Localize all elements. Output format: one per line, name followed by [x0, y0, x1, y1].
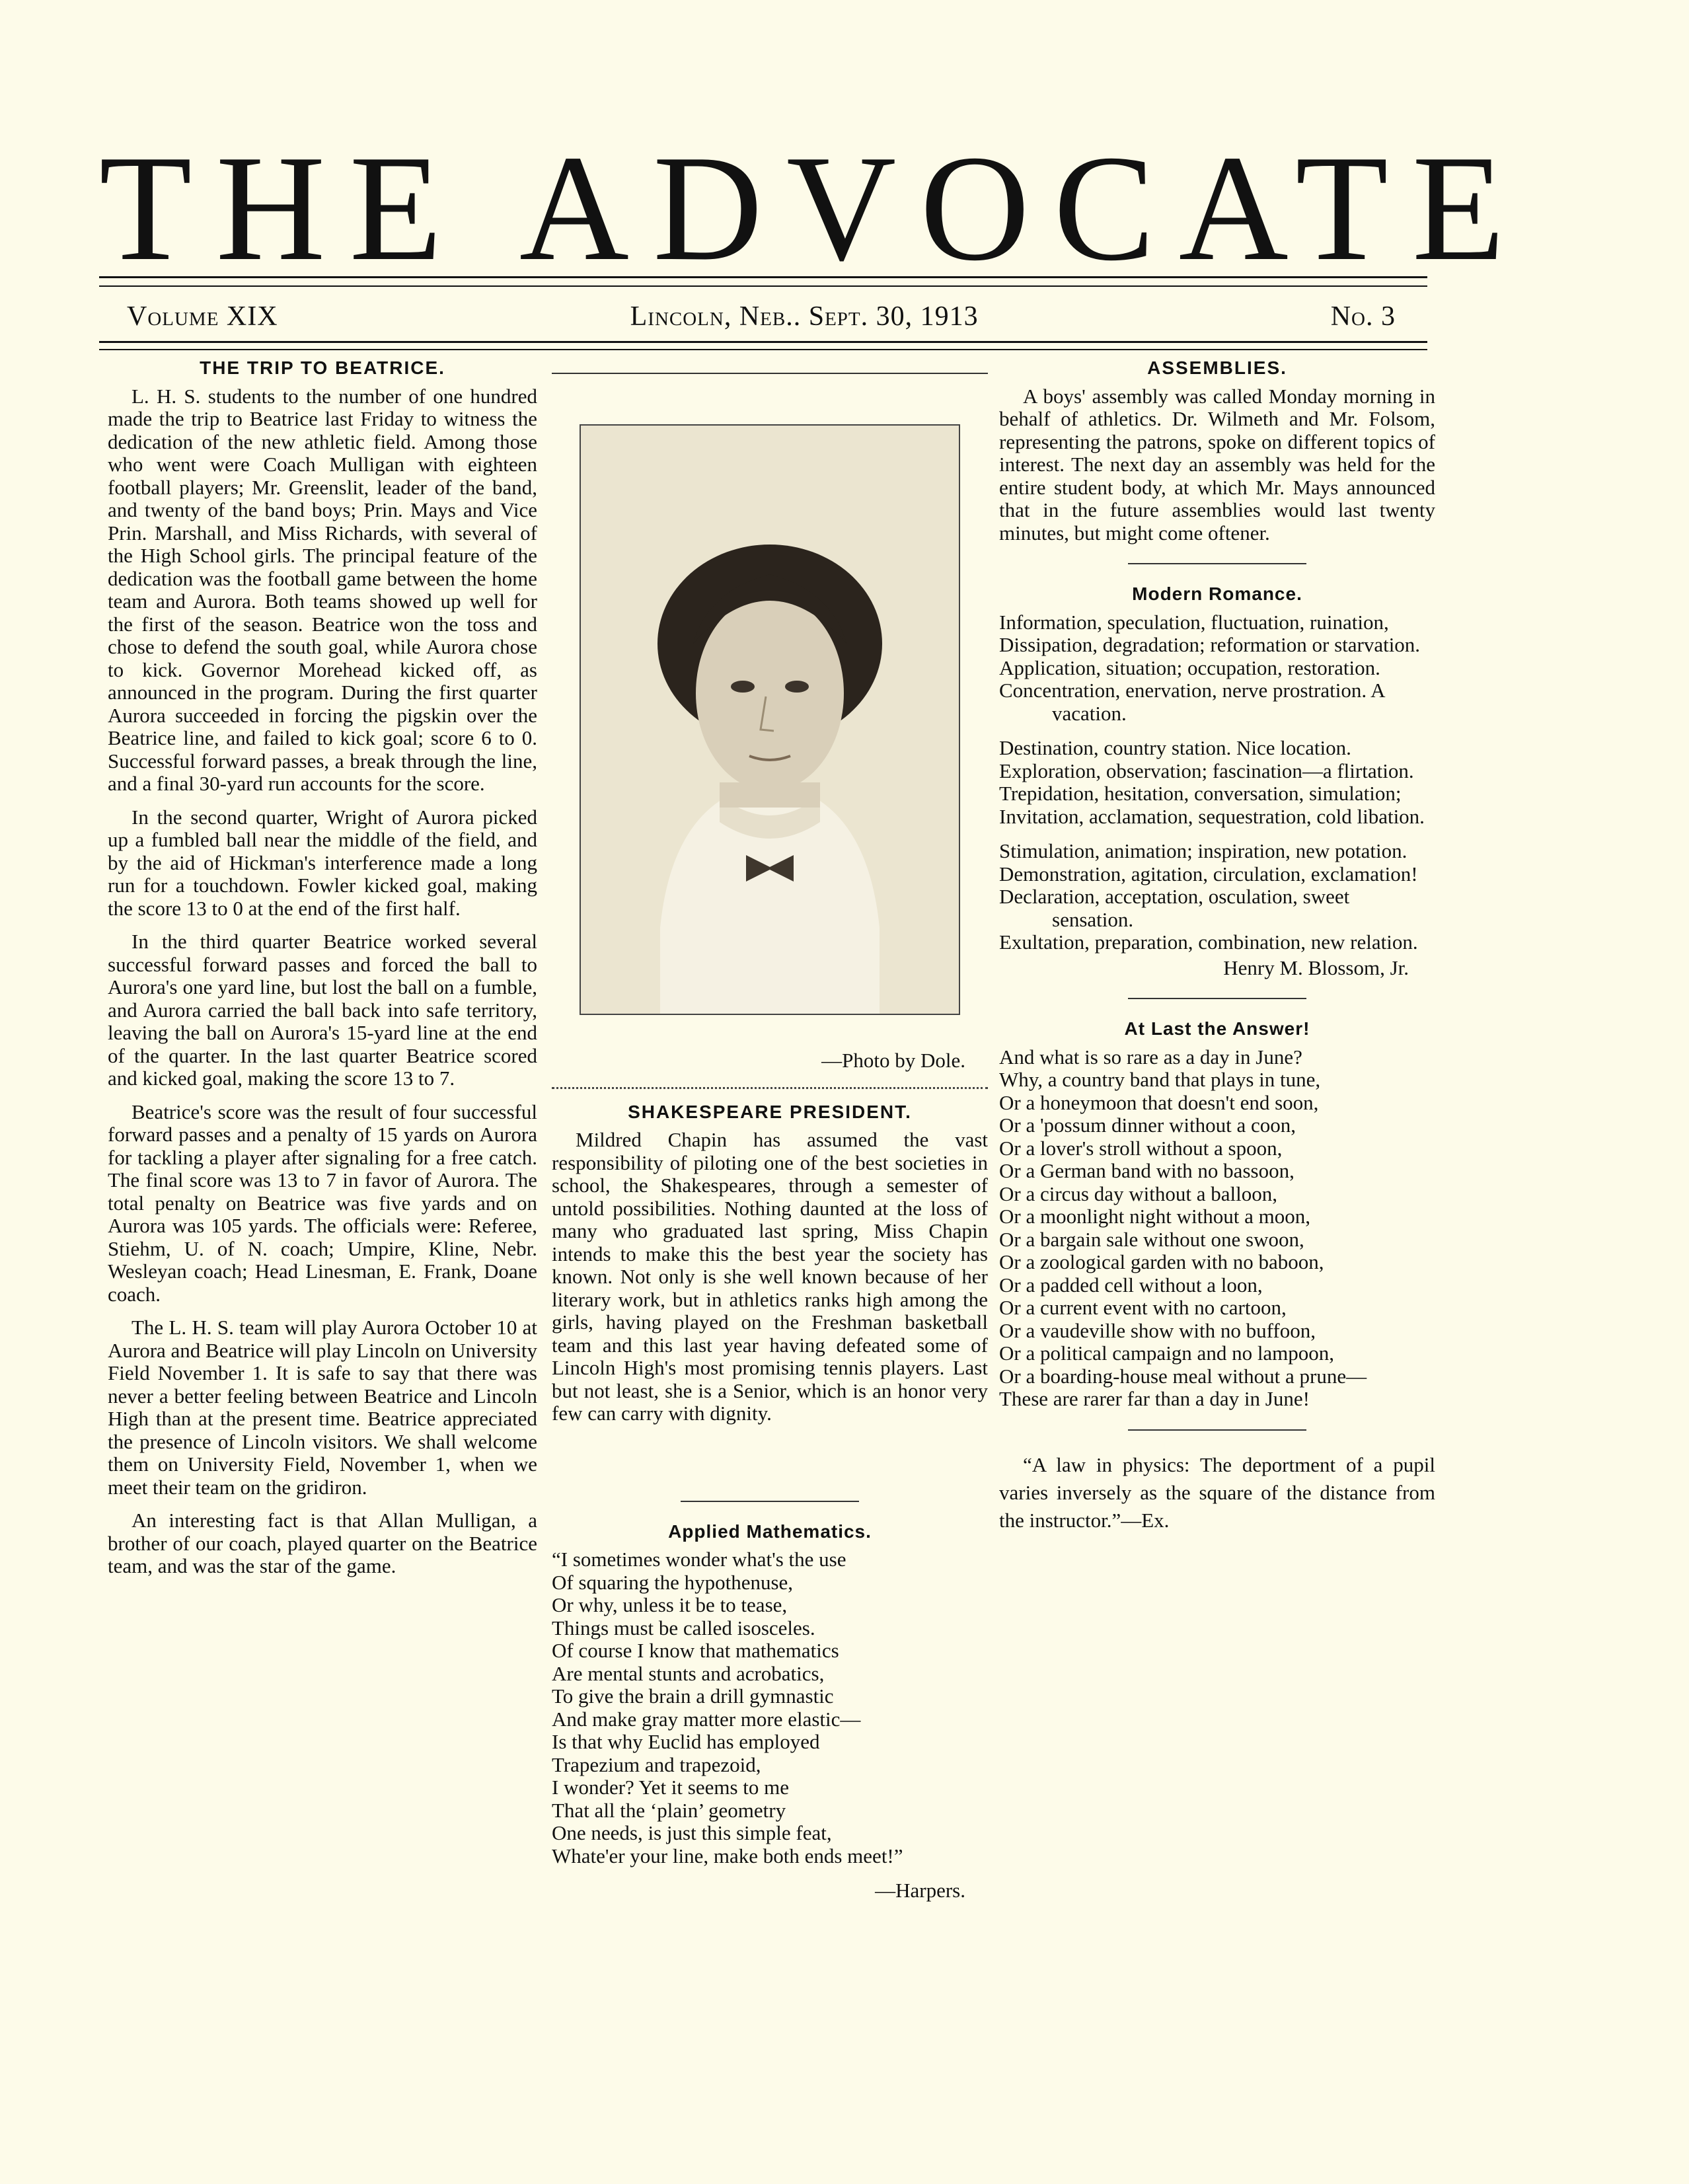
poem-line: Dissipation, degradation; reformation or starvation. — [999, 633, 1421, 656]
dateline — [127, 301, 1396, 332]
article-heading-shakespeare: SHAKESPEARE PRESIDENT. — [628, 1101, 912, 1122]
poem-line: Why, a country band that plays in tune, — [999, 1068, 1321, 1091]
poem-line: Of squaring the hypothenuse, — [552, 1570, 794, 1594]
article-paragraph: Beatrice's score was the result of four successful forward passes and a penalty of 15 yards on Aurora for tackling a player after signaling for a free catch. The final score was 13 to 7 in favor of Aurora. The total penalty on Beatrice was five yards and on Aurora was 105 yards. The officials were: Referee, Stiehm, U. of N. coach; Umpire, Kline, Nebr. Wesleyan coach; Head Linesman, E. Frank, Doane coach. — [108, 1100, 543, 1306]
column-left — [108, 357, 543, 1589]
poem-heading-at-last-the-answer: At Last the Answer! — [1124, 1018, 1310, 1039]
poem-line: Things must be called isosceles. — [552, 1616, 815, 1639]
article-paragraph: In the third quarter Beatrice worked several successful forward passes and forced the ball to Aurora's one yard line, but lost the ball on a fumble, and Aurora carried the ball back into safe territory, leaving the ball on Aurora's 15-yard line at the end of the quarter. In the last quarter Beatrice scored and kicked goal, making the score 13 to 7. — [108, 930, 543, 1090]
volume-label: Volume XIX — [127, 301, 278, 332]
article-paragraph: In the second quarter, Wright of Aurora picked up a fumbled ball near the middle of the field, and by the aid of Hickman's interference made a long run for a touchdown. Fowler kicked goal, making the score 13 to 0 at the end of the first half. — [108, 805, 543, 920]
poem-line: Or a honeymoon that doesn't end soon, — [999, 1090, 1319, 1114]
poem-line: Or a moonlight night without a moon, — [999, 1205, 1310, 1228]
article-heading-trip: THE TRIP TO BEATRICE. — [200, 358, 445, 378]
column-middle — [552, 357, 993, 1912]
poem-line: To give the brain a drill gymnastic — [552, 1684, 834, 1708]
poem-line: Exploration, observation; fascination—a flirtation. — [999, 759, 1414, 782]
poem-line: Or a bargain sale without one swoon, — [999, 1227, 1304, 1251]
spacer — [552, 1436, 988, 1482]
poem-line: Or a 'possum dinner without a coon, — [999, 1113, 1296, 1137]
poem-line: These are rarer far than a day in June! — [999, 1387, 1310, 1410]
poem-line: Information, speculation, fluctuation, ruination, — [999, 610, 1389, 634]
issue-number: No. 3 — [1330, 301, 1396, 332]
section-separator — [1128, 998, 1306, 999]
article-shakespeare-president: Mildred Chapin has assumed the vast responsibility of piloting one of the best societies in school, the Shakespeares, through a semester of untold possibilities. Nothing daunted at the loss of many who graduated last spring, Miss Chapin intends to make this the best year the society has known. Not only is she well known because of her literary work, but in athletics ranks high among the girls, having played on the Freshman basketball team and this last year having defeated some of Lincoln High's most promising tennis players. Last but not least, she is a Senior, which is an honor very few can carry with dignity. — [552, 1128, 993, 1425]
portrait-photo — [580, 424, 960, 1015]
poem-modern-romance-stanza — [999, 840, 1435, 954]
poem-line: Or a boarding-house meal without a prune— — [999, 1364, 1367, 1388]
poem-modern-romance-stanza — [999, 737, 1435, 828]
poem-modern-romance-stanza — [999, 611, 1435, 726]
poem-line: Application, situation; occupation, restoration. — [999, 656, 1380, 679]
article-paragraph: The L. H. S. team will play Aurora October 10 at Aurora and Beatrice will play Lincoln on University Field November 1. It is safe to say that there was never a better feeling between Beatrice and Lincoln High than at the present time. Beatrice appreciated the presence of Lincoln visitors. We shall welcome them on University Field, November 1, when we meet their team on the gridiron. — [108, 1316, 543, 1499]
poem-line: Whate'er your line, make both ends meet!” — [552, 1844, 903, 1867]
dotted-separator — [552, 1087, 988, 1089]
poem-line: Or a political campaign and no lampoon, — [999, 1341, 1335, 1365]
poem-line: Invitation, acclamation, sequestration, cold libation. — [999, 804, 1425, 828]
poem-line: Or a current event with no cartoon, — [999, 1296, 1287, 1319]
poem-line: Demonstration, agitation, circulation, exclamation! — [999, 862, 1418, 885]
section-separator — [681, 1501, 859, 1502]
column-right — [999, 357, 1441, 1555]
poem-applied-mathematics — [552, 1548, 988, 1867]
photo-credit: —Photo by Dole. — [821, 1049, 965, 1072]
poem-line: And what is so rare as a day in June? — [999, 1045, 1302, 1069]
poem-line: Or a German band with no bassoon, — [999, 1159, 1295, 1182]
poem-line: Stimulation, animation; inspiration, new potation. — [999, 839, 1408, 862]
poem-line: Or a lover's stroll without a spoon, — [999, 1136, 1283, 1160]
portrait-image — [581, 426, 959, 1014]
article-paragraph: L. H. S. students to the number of one hundred made the trip to Beatrice last Friday to witness the dedication of the new athletic field. Among those who went were Coach Mulligan with eighteen football players; Mr. Greenslit, leader of the band, and twenty of the band boys; Prin. Mays and Vice Prin. Marshall, and Miss Richards, with several of the High School girls. The principal feature of the dedication was the football game between the home team and Aurora. Both teams showed up well for the first of the season. Beatrice won the toss and chose to defend the south goal, while Aurora chose to kick. Governor Morehead kicked off, as announced in the program. During the first quarter Aurora succeeded in forcing the pigskin over the Beatrice line, and failed to kick goal; score 6 to 0. Successful forward passes, a break through the line, and a final 30-yard run accounts for the score. — [108, 384, 543, 795]
dateline-rule-bottom — [99, 349, 1427, 350]
poem-line: Are mental stunts and acrobatics, — [552, 1661, 825, 1685]
poem-at-last-the-answer — [999, 1046, 1435, 1411]
poem-line: Concentration, enervation, nerve prostration. A vacation. — [999, 679, 1384, 725]
poem-line: That all the ‘plain’ geometry — [552, 1798, 786, 1822]
poem-line: Declaration, acceptation, osculation, sweet sensation. — [999, 885, 1350, 931]
poem-line: Of course I know that mathematics — [552, 1639, 839, 1662]
article-heading-assemblies: ASSEMBLIES. — [1147, 358, 1287, 378]
poem-line: Trepidation, hesitation, conversation, simulation; — [999, 782, 1402, 805]
poem-source: —Harpers. — [875, 1879, 965, 1902]
physics-quote: “A law in physics: The deportment of a pupil varies inversely as the square of the distance from the instructor.”—Ex. — [999, 1452, 1435, 1532]
poem-line: I wonder? Yet it seems to me — [552, 1776, 790, 1799]
poem-line: And make gray matter more elastic— — [552, 1707, 861, 1731]
masthead-rule-second — [99, 285, 1427, 287]
article-assemblies: A boys' assembly was called Monday morning in behalf of athletics. Dr. Wilmeth and Mr. Folsom, representing the patrons, spoke on different topics of interest. The next day an assembly was held for the entire student body, at which Mr. Mays announced that in the future assemblies would last twenty minutes, but might come oftener. — [999, 384, 1441, 545]
section-separator — [1128, 563, 1306, 564]
dateline-rule-top — [99, 341, 1427, 343]
poem-line: Trapezium and trapezoid, — [552, 1752, 761, 1776]
poem-heading-modern-romance: Modern Romance. — [1132, 584, 1302, 604]
poem-line: Exultation, preparation, combination, new relation. — [999, 930, 1418, 954]
poem-line: Or a zoological garden with no baboon, — [999, 1250, 1324, 1273]
poem-line: One needs, is just this simple feat, — [552, 1821, 832, 1844]
poem-line: Or a circus day without a balloon, — [999, 1182, 1277, 1205]
masthead-rule-top — [99, 276, 1427, 278]
poem-line: Is that why Euclid has employed — [552, 1730, 820, 1753]
masthead-title: THE ADVOCATE — [99, 124, 1529, 292]
poem-heading-applied-mathematics: Applied Mathematics. — [668, 1521, 872, 1542]
poem-line: “I sometimes wonder what's the use — [552, 1548, 846, 1571]
column-top-rule — [552, 373, 988, 374]
poem-line: Or a padded cell without a loon, — [999, 1273, 1263, 1297]
article-trip-to-beatrice — [108, 384, 543, 1578]
poem-line: Or why, unless it be to tease, — [552, 1593, 788, 1616]
poem-author: Henry M. Blossom, Jr. — [1223, 956, 1409, 979]
place-date: Lincoln, Neb.. Sept. 30, 1913 — [630, 301, 979, 332]
poem-line: Or a vaudeville show with no buffoon, — [999, 1318, 1316, 1342]
article-paragraph: An interesting fact is that Allan Mulligan, a brother of our coach, played quarter on the Beatrice team, and was the star of the game. — [108, 1509, 543, 1577]
poem-line: Destination, country station. Nice location. — [999, 736, 1351, 759]
section-separator — [1128, 1429, 1306, 1431]
